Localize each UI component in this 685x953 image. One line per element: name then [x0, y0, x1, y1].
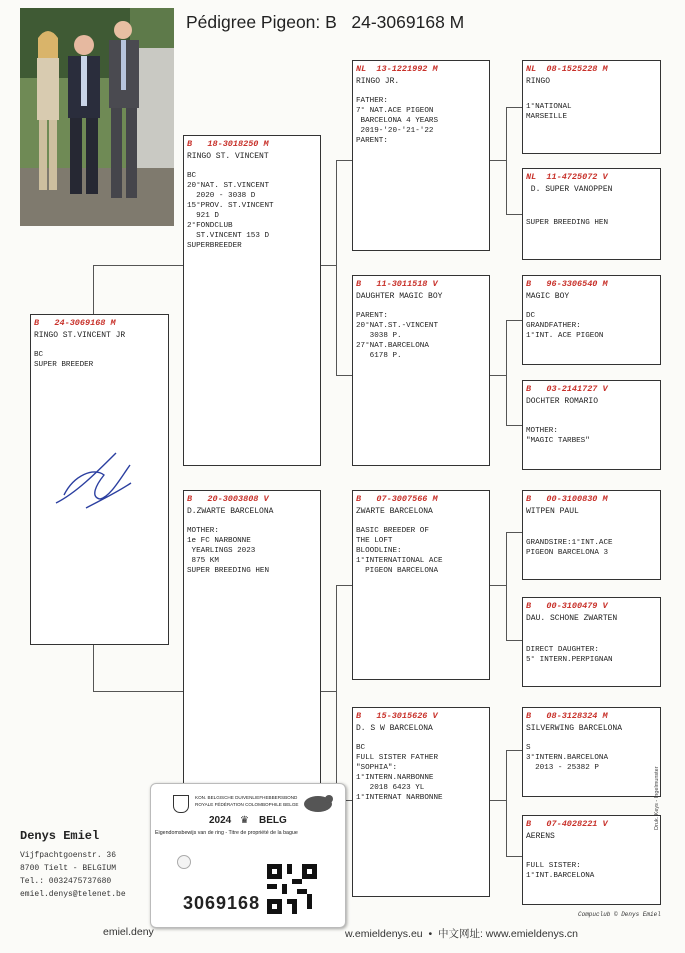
owner-tel: Tel.: 0032475737680	[20, 877, 112, 886]
connector-line	[506, 320, 507, 425]
ring-ownership-card	[150, 783, 346, 928]
connector-line	[506, 532, 507, 640]
owner-email: emiel.denys@telenet.be	[20, 890, 126, 899]
pigeon-name: RINGO	[526, 77, 551, 86]
page-title: Pédigree Pigeon: B 24-3069168 M	[186, 12, 465, 32]
connector-line	[336, 160, 337, 375]
crown-icon: ♛	[240, 815, 249, 826]
ring-number: NL 11-4725072 V	[526, 172, 608, 182]
pigeon-info: PARENT: 20°NAT.ST.-VINCENT 3038 P. 27°NAT.BARCELONA 6178 P.	[356, 312, 439, 360]
pigeon-info: DC GRANDFATHER: 1°INT. ACE PIGEON	[526, 312, 604, 340]
connector-line	[336, 585, 352, 586]
owner-city: 8700 Tielt - BELGIUM	[20, 864, 117, 873]
pigeon-info: FATHER: 7° NAT.ACE PIGEON BARCELONA 4 YEARS 2019-'20-'21-'22 PARENT:	[356, 97, 439, 145]
signature	[46, 433, 146, 523]
pigeon-card-dds	[522, 707, 661, 797]
ring-number: B 00-3100830 M	[526, 494, 608, 504]
pigeon-name: D.ZWARTE BARCELONA	[187, 507, 274, 516]
pigeon-info: MOTHER: "MAGIC TARBES"	[526, 427, 590, 445]
pigeon-name: AERENS	[526, 832, 555, 841]
pigeon-card-sdd	[522, 380, 661, 470]
pigeon-name: ZWARTE BARCELONA	[356, 507, 433, 516]
owner-photo	[20, 8, 174, 226]
pigeon-name: D. SUPER VANOPPEN	[526, 185, 613, 194]
pigeon-name: WITPEN PAUL	[526, 507, 579, 516]
ring-number: B 96-3306540 M	[526, 279, 608, 289]
ring-number: NL 08-1525228 M	[526, 64, 608, 74]
footer-email: emiel.deny	[103, 926, 154, 938]
pigeon-name: D. S W BARCELONA	[356, 724, 433, 733]
pigeon-info: MOTHER: 1e FC NARBONNE YEARLINGS 2023 875 KM SUPER BREEDING HEN	[187, 527, 270, 575]
printer-credit: Druk. Keys - Ingelmunster	[654, 766, 660, 830]
connector-line	[506, 320, 522, 321]
ring-number: B 20-3003808 V	[187, 494, 269, 504]
connector-line	[321, 691, 336, 692]
owner-name: Denys Emiel	[20, 829, 100, 843]
connector-line	[93, 691, 183, 692]
pigeon-card-sire-dam	[352, 275, 490, 466]
card-org-line1: KON. BELGISCHE DUIVENLIEFHEBBERSBOND	[195, 795, 298, 800]
ring-number-large: 3069168	[183, 893, 261, 913]
connector-line	[506, 750, 522, 751]
pigeon-info: S 3°INTERN.BARCELONA 2013 - 25382 P	[526, 744, 609, 772]
pigeon-name: DAUGHTER MAGIC BOY	[356, 292, 443, 301]
pigeon-name: RINGO JR.	[356, 77, 400, 86]
ring-number: B 08-3128324 M	[526, 711, 608, 721]
connector-line	[336, 585, 337, 800]
card-caption: Eigendomsbewijs van de ring - Titre de propriété de la bague	[155, 830, 298, 836]
connector-line	[490, 375, 506, 376]
pigeon-info: BC 20°NAT. ST.VINCENT 2020 - 3038 D 15°PROV. ST.VINCENT 921 D 2°FONDCLUB ST.VINCENT 153 D SUPERBREEDER	[187, 172, 274, 250]
card-org-line2: ROYALE FÉDÉRATION COLOMBOPHILE BELGE	[195, 802, 299, 807]
compuclub-credit: Compuclub © Denys Emiel	[578, 911, 661, 918]
ring-number: B 15-3015626 V	[356, 711, 438, 721]
footer-websites: w.emieldenys.eu • 中文网址: www.emieldenys.cn	[345, 928, 579, 940]
pigeon-name: RINGO ST. VINCENT	[187, 152, 269, 161]
pigeon-card-dam	[183, 490, 321, 820]
card-year: 2024	[209, 815, 232, 826]
ring-number: NL 13-1221992 M	[356, 64, 438, 74]
pigeon-card-sss	[522, 60, 661, 154]
pigeon-info: BC FULL SISTER FATHER "SOPHIA": 1°INTERN.NARBONNE 2018 6423 YL 1°INTERNAT NARBONNE	[356, 744, 443, 802]
connector-line	[506, 107, 522, 108]
connector-line	[93, 265, 94, 314]
pigeon-card-sds	[522, 275, 661, 365]
ring-number: B 03-2141727 V	[526, 384, 608, 394]
connector-line	[336, 160, 352, 161]
connector-line	[506, 107, 507, 214]
pigeon-info: FULL SISTER: 1°INT.BARCELONA	[526, 862, 595, 880]
pigeon-card-subject	[30, 314, 169, 645]
pigeon-card-dss	[522, 490, 661, 580]
connector-line	[490, 800, 506, 801]
pigeon-name: MAGIC BOY	[526, 292, 570, 301]
connector-line	[506, 214, 522, 215]
pigeon-info: DIRECT DAUGHTER: 5° INTERN.PERPIGNAN	[526, 646, 613, 664]
punch-hole	[177, 855, 191, 869]
pigeon-info: BC SUPER BREEDER	[34, 351, 94, 369]
pigeon-name: RINGO ST.VINCENT JR	[34, 331, 126, 340]
pigeon-card-dam-sire	[352, 490, 490, 680]
owner-address: Vijfpachtgoenstr. 36	[20, 851, 117, 860]
connector-line	[93, 265, 183, 266]
ring-number: B 24-3069168 M	[34, 318, 116, 328]
pigeon-card-ssd	[522, 168, 661, 260]
connector-line	[506, 425, 522, 426]
federation-logo	[173, 795, 189, 813]
connector-line	[506, 640, 522, 641]
connector-line	[93, 645, 94, 691]
pigeon-name: DAU. SCHONE ZWARTEN	[526, 614, 618, 623]
pigeon-card-ddd	[522, 815, 661, 905]
connector-line	[490, 160, 506, 161]
pigeon-name: DOCHTER ROMARIO	[526, 397, 599, 406]
ring-number: B 18-3018250 M	[187, 139, 269, 149]
ring-number: B 11-3011518 V	[356, 279, 438, 289]
ring-number: B 07-3007566 M	[356, 494, 438, 504]
pigeon-info: BASIC BREEDER OF THE LOFT BLOODLINE: 1°INTERNATIONAL ACE PIGEON BARCELONA	[356, 527, 443, 575]
connector-line	[506, 750, 507, 856]
connector-line	[336, 375, 352, 376]
pigeon-card-dam-dam	[352, 707, 490, 897]
connector-line	[321, 265, 336, 266]
ring-number: B 00-3100479 V	[526, 601, 608, 611]
pigeon-info: 1°NATIONAL MARSEILLE	[526, 103, 572, 121]
qr-code	[267, 864, 317, 914]
pigeon-logo-icon	[301, 792, 335, 814]
ring-number: B 07-4028221 V	[526, 819, 608, 829]
connector-line	[506, 532, 522, 533]
pigeon-name: SILVERWING BARCELONA	[526, 724, 623, 733]
pigeon-card-sire-sire	[352, 60, 490, 251]
pigeon-card-dsd	[522, 597, 661, 687]
pigeon-info: GRANDSIRE:1°INT.ACE PIGEON BARCELONA 3	[526, 539, 613, 557]
card-country: BELG	[259, 815, 287, 826]
connector-line	[490, 585, 506, 586]
pigeon-card-sire	[183, 135, 321, 466]
connector-line	[506, 856, 522, 857]
pigeon-info: SUPER BREEDING HEN	[526, 219, 609, 227]
